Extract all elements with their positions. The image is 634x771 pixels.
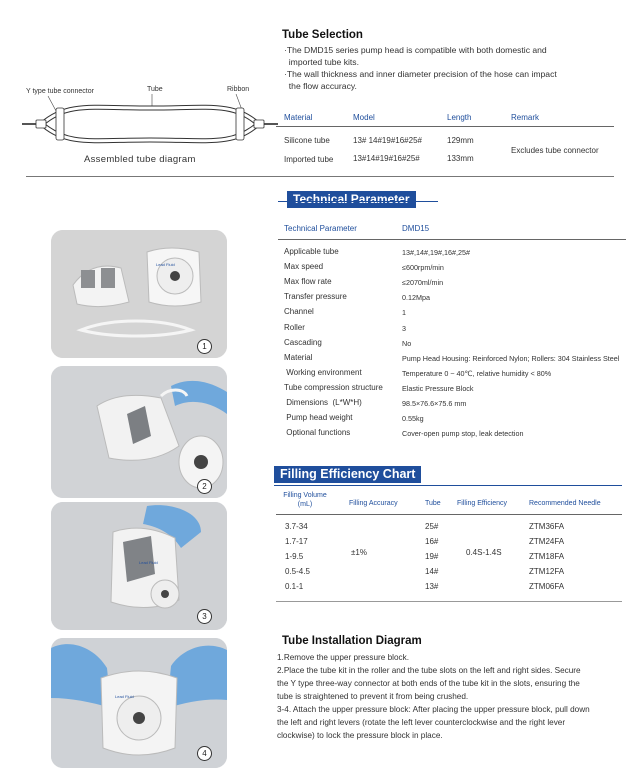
step-photo-4 — [51, 638, 227, 768]
tech-row-label: Max flow rate — [284, 277, 332, 287]
tech-row-label: Transfer pressure — [284, 292, 347, 302]
step-photo-1 — [51, 230, 227, 358]
filling-bottom-divider — [276, 601, 622, 602]
filling-row-tube: 16# — [425, 537, 439, 546]
tube-selection-line: ·The wall thickness and inner diameter precision of the hose can impact — [284, 69, 557, 79]
tech-row-value: Pump Head Housing: Reinforced Nylon; Rollers: 304 Stainless Steel — [402, 353, 620, 363]
diagram-caption: Assembled tube diagram — [84, 154, 196, 165]
filling-row-tube: 14# — [425, 567, 439, 576]
filling-banner-underline — [274, 485, 622, 486]
tech-row-label: Optional functions — [284, 428, 351, 438]
brand-logo: Lead Fluid — [115, 694, 134, 699]
tech-row-label: Max speed — [284, 262, 324, 272]
tech-row-value: ≤600rpm/min — [402, 263, 444, 273]
tech-header-value: DMD15 — [402, 224, 430, 233]
install-line: the Y type three-way connector at both ends of the tube kit in the slots, ensuring the — [277, 679, 580, 688]
tube-remark: Excludes tube connector — [511, 146, 599, 155]
step-number: 2 — [197, 479, 212, 494]
step-number: 1 — [197, 339, 212, 354]
step-photo-2 — [51, 366, 227, 498]
brand-logo: Lead Fluid — [156, 262, 175, 267]
filling-banner: Filling Efficiency Chart — [274, 466, 421, 483]
tech-row-label: Pump head weight — [284, 413, 353, 423]
tech-header-label: Technical Parameter — [284, 224, 357, 233]
filling-row-needle: ZTM06FA — [529, 582, 565, 591]
filling-row-needle: ZTM24FA — [529, 537, 565, 546]
tube-selection-text — [284, 44, 557, 92]
th-filling-accuracy: Filling Accuracy — [349, 500, 398, 507]
tech-row-label: Channel — [284, 307, 314, 317]
th-remark: Remark — [511, 113, 540, 122]
tech-row-label: Working environment — [284, 367, 362, 377]
th-filling-volume-unit: (mL) — [297, 501, 313, 508]
th-tube: Tube — [425, 500, 441, 507]
th-material: Material — [284, 113, 313, 122]
tube-row-model: 13#14#19#16#25# — [353, 154, 420, 163]
tech-divider — [278, 239, 626, 240]
tech-row-value: Cover-open pump stop, leak detection — [402, 429, 524, 439]
tech-row-label: Roller — [284, 322, 305, 332]
tech-row-value: 3 — [402, 323, 406, 333]
th-model: Model — [353, 113, 375, 122]
tech-row-value: 98.5×76.6×75.6 mm — [402, 399, 467, 408]
filling-row-needle: ZTM18FA — [529, 552, 565, 561]
tube-row-material: Imported tube — [284, 155, 334, 164]
label-tube: Tube — [147, 86, 163, 93]
tech-row-label: Cascading — [284, 337, 322, 347]
tube-row-length: 129mm — [447, 136, 474, 145]
install-line: 1.Remove the upper pressure block. — [277, 653, 409, 662]
tube-selection-title: Tube Selection — [282, 29, 363, 41]
pump-tube-placement-illustration — [51, 366, 227, 498]
filling-divider — [276, 514, 622, 515]
filling-row-volume: 1.7-17 — [285, 537, 308, 546]
tech-row-value: 0.12Mpa — [402, 293, 430, 303]
install-line: 3-4. Attach the upper pressure block: After placing the upper pressure block, pull down — [277, 705, 590, 714]
install-line: clockwise) to lock the pressure block in place. — [277, 731, 443, 740]
tech-row-label: Tube compression structure — [284, 382, 383, 392]
installation-title: Tube Installation Diagram — [282, 635, 422, 647]
tube-table-divider — [276, 126, 614, 127]
label-y-connector: Y type tube connector — [26, 88, 94, 95]
th-filling-volume — [282, 491, 328, 509]
th-length: Length — [447, 113, 472, 122]
tube-row-length: 133mm — [447, 154, 474, 163]
tech-row-label: Dimensions (L*W*H) — [284, 398, 362, 407]
filling-row-volume: 0.5-4.5 — [285, 567, 310, 576]
install-line: tube is straightened to prevent it from being crushed. — [277, 692, 469, 701]
tube-row-model: 13# 14#19#16#25# — [353, 136, 422, 145]
brand-logo: Lead Fluid — [139, 560, 158, 565]
th-filling-volume-line: Filling Volume — [283, 492, 327, 499]
technical-banner: Technical Parameter — [287, 191, 416, 208]
tech-row-value: Temperature 0 ~ 40℃, relative humidity < 80% — [402, 368, 552, 378]
filling-row-tube: 13# — [425, 582, 439, 591]
step-photo-3 — [51, 502, 227, 630]
tube-selection-line: imported tube kits. — [284, 57, 359, 67]
filling-row-volume: 3.7-34 — [285, 522, 308, 531]
tube-selection-line: the flow accuracy. — [284, 81, 357, 91]
tech-row-label: Applicable tube — [284, 247, 339, 256]
tube-selection-line: ·The DMD15 series pump head is compatible with both domestic and — [284, 45, 547, 55]
assembled-tube-diagram — [22, 94, 278, 150]
filling-row-needle: ZTM36FA — [529, 522, 565, 531]
install-line: 2.Place the tube kit in the roller and the tube slots on the left and right sides. Secure — [277, 666, 581, 675]
filling-efficiency-value: 0.4S-1.4S — [466, 548, 502, 557]
tech-row-value: No — [402, 338, 412, 348]
step-number: 3 — [197, 609, 212, 624]
label-ribbon: Ribbon — [227, 86, 250, 93]
section-divider — [26, 176, 614, 177]
filling-row-tube: 19# — [425, 552, 439, 561]
th-filling-efficiency: Filling Efficiency — [457, 500, 508, 507]
filling-row-volume: 0.1-1 — [285, 582, 304, 591]
tech-row-value: ≤2070ml/min — [402, 278, 444, 288]
tube-row-material: Silicone tube — [284, 136, 330, 145]
filling-accuracy-value: ±1% — [351, 548, 367, 557]
install-line: the left and right levers (rotate the left lever counterclockwise and the right lever — [277, 718, 566, 727]
installation-text — [277, 651, 617, 742]
filling-row-tube: 25# — [425, 522, 439, 531]
step-number: 4 — [197, 746, 212, 761]
tech-row-value: 1 — [402, 308, 406, 318]
tech-row-value: Elastic Pressure Block — [402, 383, 474, 393]
filling-row-volume: 1-9.5 — [285, 552, 304, 561]
tech-row-label: Material — [284, 352, 313, 362]
tech-row-value: 13#,14#,19#,16#,25# — [402, 248, 470, 257]
th-recommended-needle: Recommended Needle — [529, 500, 601, 507]
banner-underline — [278, 201, 438, 202]
filling-row-needle: ZTM12FA — [529, 567, 565, 576]
tech-row-value: 0.55kg — [402, 414, 424, 424]
